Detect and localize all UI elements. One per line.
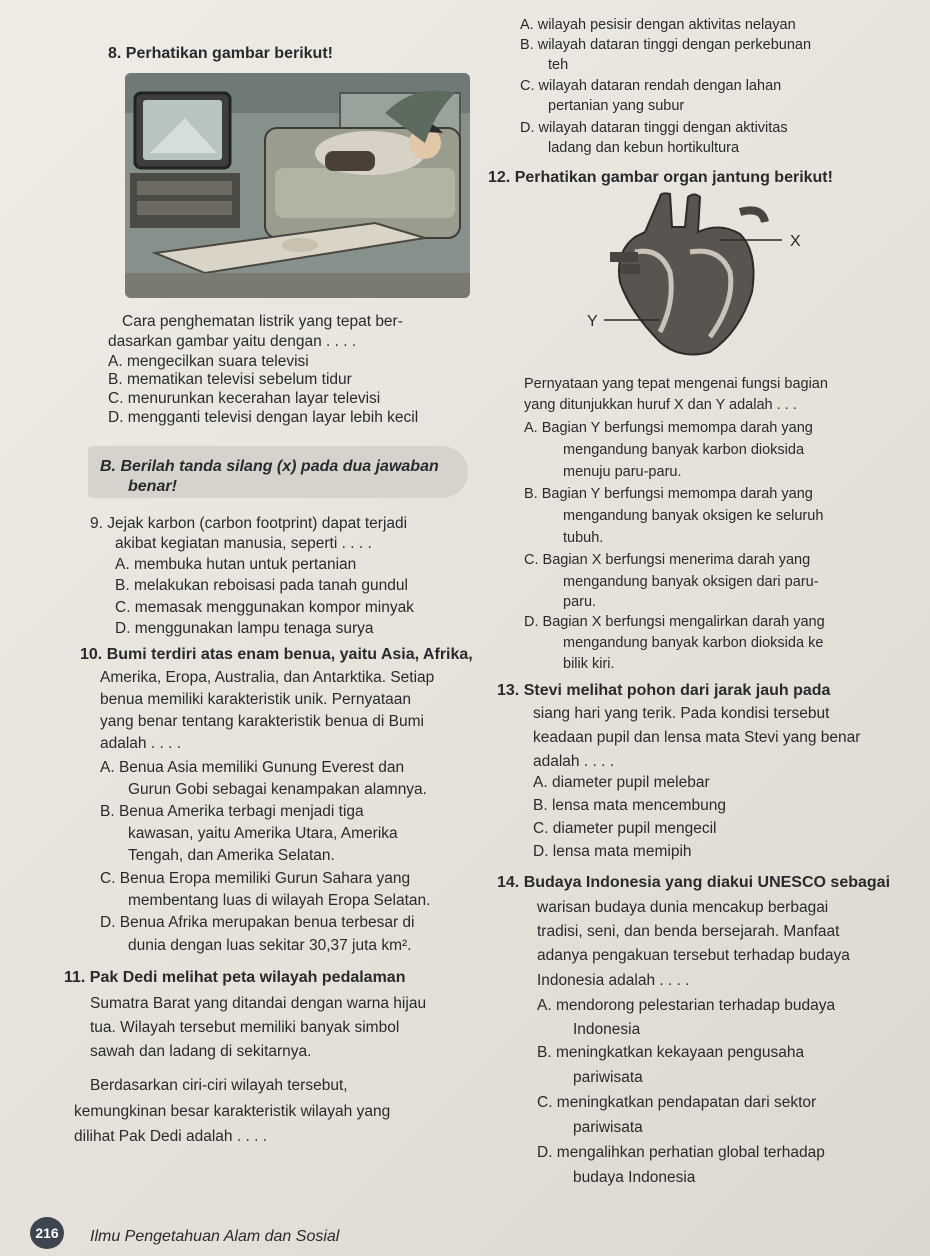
living-room-illustration [125,73,470,298]
q10-line4: yang benar tentang karakteristik benua di Bumi [100,713,424,730]
q11-option-d[interactable]: D. wilayah dataran tinggi dengan aktivitas [520,120,788,136]
q10-option-b-cont1: kawasan, yaitu Amerika Utara, Amerika [128,825,398,842]
q10-line1: 10. Bumi terdiri atas enam benua, yaitu Asia, Afrika, [80,646,473,663]
q13-line3: keadaan pupil dan lensa mata Stevi yang benar [533,729,861,746]
q10-option-d-cont: dunia dengan luas sekitar 30,37 juta km². [128,937,412,954]
label-y: Y [587,313,598,330]
q14-line5: Indonesia adalah . . . . [537,972,690,989]
label-x: X [790,233,801,250]
q9-line1: 9. Jejak karbon (carbon footprint) dapat terjadi [90,515,408,532]
q13-line1: 13. Stevi melihat pohon dari jarak jauh pada [497,682,831,699]
q10-option-b-cont2: Tengah, dan Amerika Selatan. [128,847,335,864]
q12-option-d[interactable]: D. Bagian X berfungsi mengalirkan darah yang [524,614,825,630]
q12-option-b-cont1: mengandung banyak oksigen ke seluruh [563,508,824,524]
q14-option-d[interactable]: D. mengalihkan perhatian global terhadap [537,1144,825,1161]
q12-line1: Pernyataan yang tepat mengenai fungsi bagian [524,376,828,392]
q11-line3: tua. Wilayah tersebut memiliki banyak simbol [90,1019,400,1036]
q14-option-d-cont: budaya Indonesia [573,1169,696,1186]
q14-line2: warisan budaya dunia mencakup berbagai [537,899,829,916]
section-b-line2: benar! [128,478,177,495]
q10-line2: Amerika, Eropa, Australia, dan Antarktika. Setiap [100,669,435,686]
q8-option-a[interactable]: A. mengecilkan suara televisi [108,353,309,370]
q14-option-c[interactable]: C. meningkatkan pendapatan dari sektor [537,1094,817,1111]
q12-option-d-cont2: bilik kiri. [563,656,615,672]
q12-option-d-cont1: mengandung banyak karbon dioksida ke [563,635,824,651]
q13-option-b[interactable]: B. lensa mata mencembung [533,797,726,814]
q11-line5: Berdasarkan ciri-ciri wilayah tersebut, [90,1077,348,1094]
q11-option-b-cont: teh [548,57,569,73]
heart-diagram [590,192,790,357]
q13-option-c[interactable]: C. diameter pupil mengecil [533,820,717,837]
q12-stem: 12. Perhatikan gambar organ jantung berikut! [488,169,833,186]
q12-option-c[interactable]: C. Bagian X berfungsi menerima darah yang [524,552,811,568]
q12-option-a-cont2: menuju paru-paru. [563,464,682,480]
q11-line4: sawah dan ladang di sekitarnya. [90,1043,312,1060]
q11-line1: 11. Pak Dedi melihat peta wilayah pedalaman [64,969,406,986]
q12-option-c-cont2: paru. [563,594,597,610]
label-y-pointer [604,314,664,326]
q11-line7: dilihat Pak Dedi adalah . . . . [74,1128,268,1145]
q11-option-c-cont: pertanian yang subur [548,98,685,114]
page-number-badge: 216 [30,1217,64,1249]
q12-line2: yang ditunjukkan huruf X dan Y adalah . . . [524,397,797,413]
q8-stem: 8. Perhatikan gambar berikut! [108,45,333,62]
q9-option-b[interactable]: B. melakukan reboisasi pada tanah gundul [115,577,408,594]
q11-option-b[interactable]: B. wilayah dataran tinggi dengan perkebunan [520,37,812,53]
q12-option-a-cont1: mengandung banyak karbon dioksida [563,442,805,458]
label-x-pointer [720,232,800,262]
book-title: Ilmu Pengetahuan Alam dan Sosial [90,1228,340,1245]
q13-line2: siang hari yang terik. Pada kondisi tersebut [533,705,830,722]
q11-line6: kemungkinan besar karakteristik wilayah yang [74,1103,391,1120]
q8-caption-line1: Cara penghematan listrik yang tepat ber- [122,313,403,330]
q13-option-a[interactable]: A. diameter pupil melebar [533,774,710,791]
q10-line3: benua memiliki karakteristik unik. Pernyataan [100,691,411,708]
q11-line2: Sumatra Barat yang ditandai dengan warna hijau [90,995,427,1012]
q8-option-d[interactable]: D. mengganti televisi dengan layar lebih kecil [108,409,419,426]
q10-option-c-cont: membentang luas di wilayah Eropa Selatan. [128,892,431,909]
q11-option-c[interactable]: C. wilayah dataran rendah dengan lahan [520,78,782,94]
q12-option-c-cont1: mengandung banyak oksigen dari paru- [563,574,819,590]
q14-option-b[interactable]: B. meningkatkan kekayaan pengusaha [537,1044,805,1061]
q10-option-d[interactable]: D. Benua Afrika merupakan benua terbesar di [100,914,415,931]
q12-option-b[interactable]: B. Bagian Y berfungsi memompa darah yang [524,486,813,502]
q10-option-a[interactable]: A. Benua Asia memiliki Gunung Everest dan [100,759,405,776]
q8-option-c[interactable]: C. menurunkan kecerahan layar televisi [108,390,381,407]
q11-option-d-cont: ladang dan kebun hortikultura [548,140,740,156]
q14-line1: 14. Budaya Indonesia yang diakui UNESCO sebagai [497,874,891,891]
q10-option-b[interactable]: B. Benua Amerika terbagi menjadi tiga [100,803,364,820]
q14-option-c-cont: pariwisata [573,1119,643,1136]
q11-option-a[interactable]: A. wilayah pesisir dengan aktivitas nelayan [520,17,796,33]
q10-option-c[interactable]: C. Benua Eropa memiliki Gurun Sahara yang [100,870,411,887]
q13-line4: adalah . . . . [533,753,614,770]
q12-option-b-cont2: tubuh. [563,530,604,546]
q14-option-a-cont: Indonesia [573,1021,641,1038]
q12-option-a[interactable]: A. Bagian Y berfungsi memompa darah yang [524,420,813,436]
q14-line3: tradisi, seni, dan benda bersejarah. Manfaat [537,923,840,940]
q8-caption-line2: dasarkan gambar yaitu dengan . . . . [108,333,357,350]
q14-option-a[interactable]: A. mendorong pelestarian terhadap budaya [537,997,836,1014]
q13-option-d[interactable]: D. lensa mata memipih [533,843,692,860]
q9-line2: akibat kegiatan manusia, seperti . . . . [115,535,372,552]
q9-option-d[interactable]: D. menggunakan lampu tenaga surya [115,620,374,637]
q14-option-b-cont: pariwisata [573,1069,643,1086]
section-b-line1: B. Berilah tanda silang (x) pada dua jawaban [100,458,439,475]
q9-option-a[interactable]: A. membuka hutan untuk pertanian [115,556,357,573]
q14-line4: adanya pengakuan tersebut terhadap budaya [537,947,850,964]
q8-option-b[interactable]: B. mematikan televisi sebelum tidur [108,371,352,388]
q9-option-c[interactable]: C. memasak menggunakan kompor minyak [115,599,414,616]
q10-option-a-cont: Gurun Gobi sebagai kenampakan alamnya. [128,781,427,798]
q10-line5: adalah . . . . [100,735,181,752]
